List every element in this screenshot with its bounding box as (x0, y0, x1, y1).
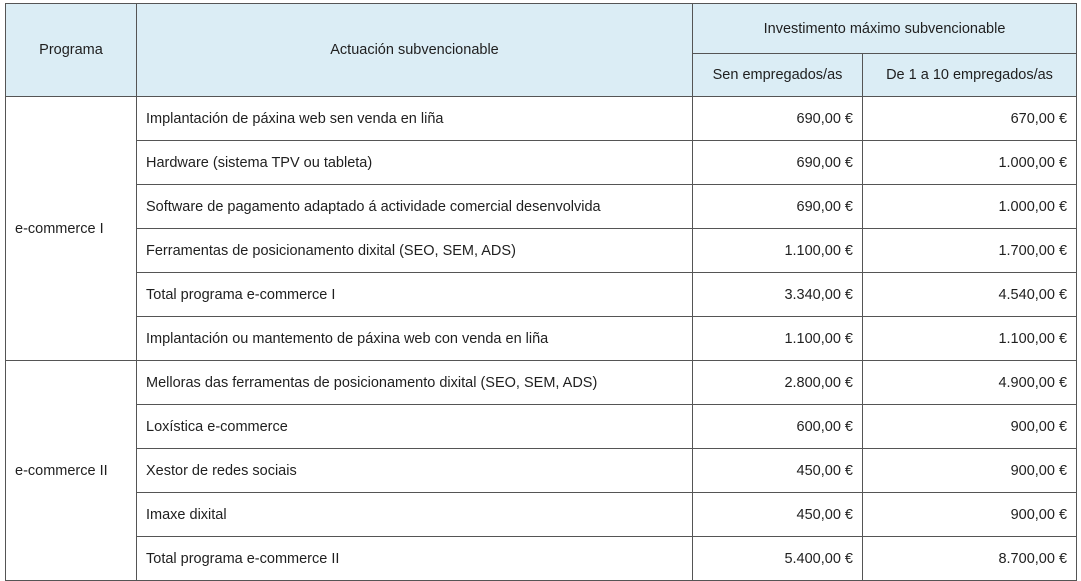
actuacion-cell: Loxística e-commerce (137, 405, 693, 449)
table-row (6, 97, 1077, 141)
de-1-a-10-cell: 1.000,00 € (863, 141, 1077, 185)
actuacion-cell: Melloras das ferramentas de posicionamento dixital (SEO, SEM, ADS) (137, 361, 693, 405)
actuacion-cell: Total programa e-commerce I (137, 273, 693, 317)
de-1-a-10-cell: 1.000,00 € (863, 185, 1077, 229)
de-1-a-10-cell: 1.100,00 € (863, 317, 1077, 361)
table-row (6, 361, 1077, 405)
sen-empregados-cell: 1.100,00 € (693, 229, 863, 273)
sen-empregados-cell: 600,00 € (693, 405, 863, 449)
table-row (6, 493, 1077, 537)
sen-empregados-cell: 450,00 € (693, 493, 863, 537)
table-row (6, 229, 1077, 273)
de-1-a-10-cell: 1.700,00 € (863, 229, 1077, 273)
programa-cell: e-commerce II (6, 361, 137, 581)
subsidy-table (5, 3, 1077, 581)
sen-empregados-cell: 5.400,00 € (693, 537, 863, 581)
table-row-total (6, 537, 1077, 581)
de-1-a-10-cell: 670,00 € (863, 97, 1077, 141)
sen-empregados-cell: 690,00 € (693, 185, 863, 229)
de-1-a-10-cell: 8.700,00 € (863, 537, 1077, 581)
table-row (6, 141, 1077, 185)
sen-empregados-cell: 690,00 € (693, 141, 863, 185)
de-1-a-10-cell: 900,00 € (863, 405, 1077, 449)
actuacion-cell: Implantación de páxina web sen venda en liña (137, 97, 693, 141)
actuacion-cell: Total programa e-commerce II (137, 537, 693, 581)
sen-empregados-cell: 3.340,00 € (693, 273, 863, 317)
subsidy-table-container (5, 3, 1076, 581)
sen-empregados-cell: 2.800,00 € (693, 361, 863, 405)
actuacion-cell: Imaxe dixital (137, 493, 693, 537)
header-row-1 (6, 4, 1077, 54)
header-investimento: Investimento máximo subvencionable (693, 4, 1077, 54)
header-de-1-a-10: De 1 a 10 empregados/as (863, 54, 1077, 97)
header-actuacion: Actuación subvencionable (137, 4, 693, 97)
table-row (6, 449, 1077, 493)
de-1-a-10-cell: 4.540,00 € (863, 273, 1077, 317)
table-row (6, 317, 1077, 361)
actuacion-cell: Hardware (sistema TPV ou tableta) (137, 141, 693, 185)
de-1-a-10-cell: 900,00 € (863, 493, 1077, 537)
programa-cell: e-commerce I (6, 97, 137, 361)
actuacion-cell: Software de pagamento adaptado á actividade comercial desenvolvida (137, 185, 693, 229)
de-1-a-10-cell: 900,00 € (863, 449, 1077, 493)
sen-empregados-cell: 1.100,00 € (693, 317, 863, 361)
header-sen-empregados: Sen empregados/as (693, 54, 863, 97)
de-1-a-10-cell: 4.900,00 € (863, 361, 1077, 405)
table-row-total (6, 273, 1077, 317)
actuacion-cell: Xestor de redes sociais (137, 449, 693, 493)
sen-empregados-cell: 450,00 € (693, 449, 863, 493)
table-row (6, 185, 1077, 229)
actuacion-cell: Ferramentas de posicionamento dixital (SEO, SEM, ADS) (137, 229, 693, 273)
actuacion-cell: Implantación ou mantemento de páxina web con venda en liña (137, 317, 693, 361)
header-programa: Programa (6, 4, 137, 97)
sen-empregados-cell: 690,00 € (693, 97, 863, 141)
table-row (6, 405, 1077, 449)
